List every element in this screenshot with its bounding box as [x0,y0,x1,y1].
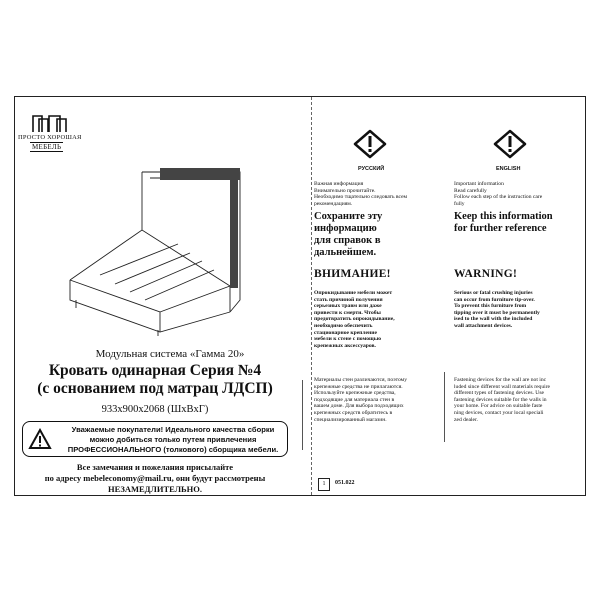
ru-warning-line: привести к смерти. Чтобы [314,309,381,316]
en-fastening-line: ning devices, contact your local speciali [454,409,544,416]
lang-label-en: ENGLISH [496,166,521,172]
assembly-warning-box [22,421,288,457]
en-warning-line: ised to the wall with the included [454,316,533,323]
en-warning-heading: WARNING! [454,268,518,280]
en-info-line: Follow each step of the instruction care [454,194,543,201]
ru-warning-line: предотвратить опрокидывание, [314,316,395,323]
lang-label-ru: РУССКИЙ [358,166,385,172]
ru-warning-line: Опрокидывание мебели может [314,290,393,296]
ru-info-line: Внимательно прочитайте. [314,187,376,194]
ru-fastening-line: вашем доме. Для выбора подходящих [314,403,404,410]
contact-line1: Все замечания и пожелания присылайте [76,462,234,472]
en-warning-line: To prevent this furniture from [454,303,527,310]
ru-warning-line: серьезных травм или даже [314,303,382,310]
ru-info-line: Важная информация [314,181,364,187]
fold-line [311,97,312,495]
en-keep-line: Keep this information [454,211,553,222]
bed-illustration [60,160,250,340]
ru-info-line: рекомендациям. [314,200,353,207]
en-keep-line: for further reference [454,223,547,234]
ru-keep-line: для справок в [314,235,381,246]
en-warning-line: Serious or fatal crushing injuries [454,290,533,296]
en-fastening-line: different types of fastening devices. Use [454,390,544,397]
en-info-line: Important information [454,181,504,187]
ru-fastening-line: подходящие для материала стен в [314,396,395,403]
en-fastening-line: zed dealer. [454,416,478,423]
ru-warning-line: стационарное крепление [314,329,377,336]
en-fastening-line: fastening devices suitable for the walls in [454,396,547,403]
ru-keep-line: дальнейшем. [314,247,377,258]
logo-line2: МЕБЕЛЬ [32,143,62,151]
ru-keep-line: информацию [314,223,377,234]
ru-warning-line: стать причиной получения [314,296,383,303]
ru-fastening-line: Материалы стен различаются, поэтому [314,377,408,383]
en-warning-line: can occur from furniture tip-over. [454,296,535,303]
contact-line2: по адресу mebeleconomy@mail.ru, они будут рассмотрены [44,473,266,483]
en-info-line: Read carefully [454,187,487,194]
en-warning-line: tipping over it must be permanently [454,309,540,316]
en-fastening-line: your home. For advice on suitable faste [454,403,543,410]
en-fastening-text [454,377,550,423]
product-title-line2: (с основанием под матрац ЛДСП) [37,380,273,397]
en-warning-line: wall attachment devices. [454,322,513,329]
contact-line3: НЕЗАМЕДЛИТЕЛЬНО. [107,484,203,494]
ru-fastening-line: Используйте крепежные средства, [314,390,396,397]
warning-ru-icon [352,128,388,168]
en-fastening-line: Fastening devices for the wall are not inc [454,377,547,383]
en-info [454,181,542,207]
assembly-warning-line1: Уважаемые покупатели! Идеального качества сборки [71,425,275,434]
ru-fastening-line: крепежных средств обратитесь в [314,409,393,416]
series-name: Модульная система «Гамма 20» [95,348,245,360]
warning-triangle-icon [28,428,52,450]
ru-keep-info [314,211,382,259]
ru-keep-line: Сохраните эту [314,211,383,222]
logo-line1: ПРОСТО ХОРОШАЯ [18,134,82,141]
ru-info-line: Необходимо тщательно следовать всем [314,194,408,201]
page-number: 1 [318,478,330,491]
en-fastening-line: luded since different wall materials require [454,383,551,390]
product-title-line1: Кровать одинарная Серия №4 [48,362,262,379]
en-info-line: fully [454,200,465,207]
en-warning-text [454,290,540,330]
assembly-warning-line3: ПРОФЕССИОНАЛЬНОГО (толкового) сборщика мебели. [67,445,279,454]
ru-warning-line: мебели к стене с помощью [314,336,381,343]
en-divider [444,372,445,442]
warning-en-icon [492,128,528,168]
ru-info [314,181,407,207]
ru-warning-line: крепежных аксессуаров. [314,342,376,349]
ru-warning-heading: ВНИМАНИЕ! [314,268,391,280]
ru-warning-text [314,290,395,349]
en-keep-info [454,211,553,235]
ru-divider [302,380,303,450]
ru-warning-line: необходимо обеспечить [314,322,373,329]
ru-fastening-text [314,377,407,423]
ru-fastening-line: специализированный магазин. [314,416,387,423]
product-dimensions: 933x900x2068 (ШxВxГ) [101,404,209,415]
document-code: 051.022 [335,480,355,486]
ru-fastening-line: крепежные средства не прилагаются. [314,383,403,390]
assembly-warning-line2: можно добиться только путем привлечения [89,435,257,444]
